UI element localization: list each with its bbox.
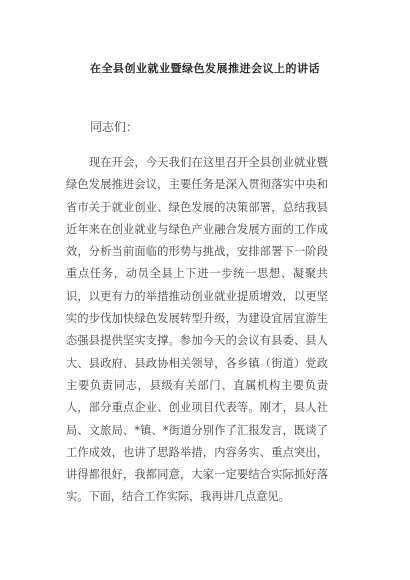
document-title: 在全县创业就业暨绿色发展推进会议上的讲话 [90,62,320,75]
salutation: 同志们： [90,120,139,134]
body-paragraph: 现在开会，今天我们在这里召开全县创业就业暨绿色发展推进会议，主要任务是深入贯彻落实中央和省市关于就业创业、绿色发展的决策部署，总结我县近年来在创业就业与绿色产业融合发展方面的工作成效，分析当前面临的形势与挑战，安排部署下一阶段重点任务，动员全县上下进一步统一思想、凝聚共识，以更有力的举措推动创业就业提质增效，以更坚实的步伐加快绿色发展转型升级，为建设宜居宜游生态强县提供坚实支撑。参加今天的会议有县委、县人大、县政府、县政协相关领导，各乡镇（街道）党政主要负责同志，县级有关部门、直属机构主要负责人，部分重点企业、创业项目代表等。刚才，县人社局、文旅局、*镇、*街道分别作了汇报发言，既谈了工作成效，也讲了思路举措，内容务实、重点突出，讲得都很好，我都同意，大家一定要结合实际抓好落实。下面，结合工作实际，我再讲几点意见。 [66,156,328,504]
